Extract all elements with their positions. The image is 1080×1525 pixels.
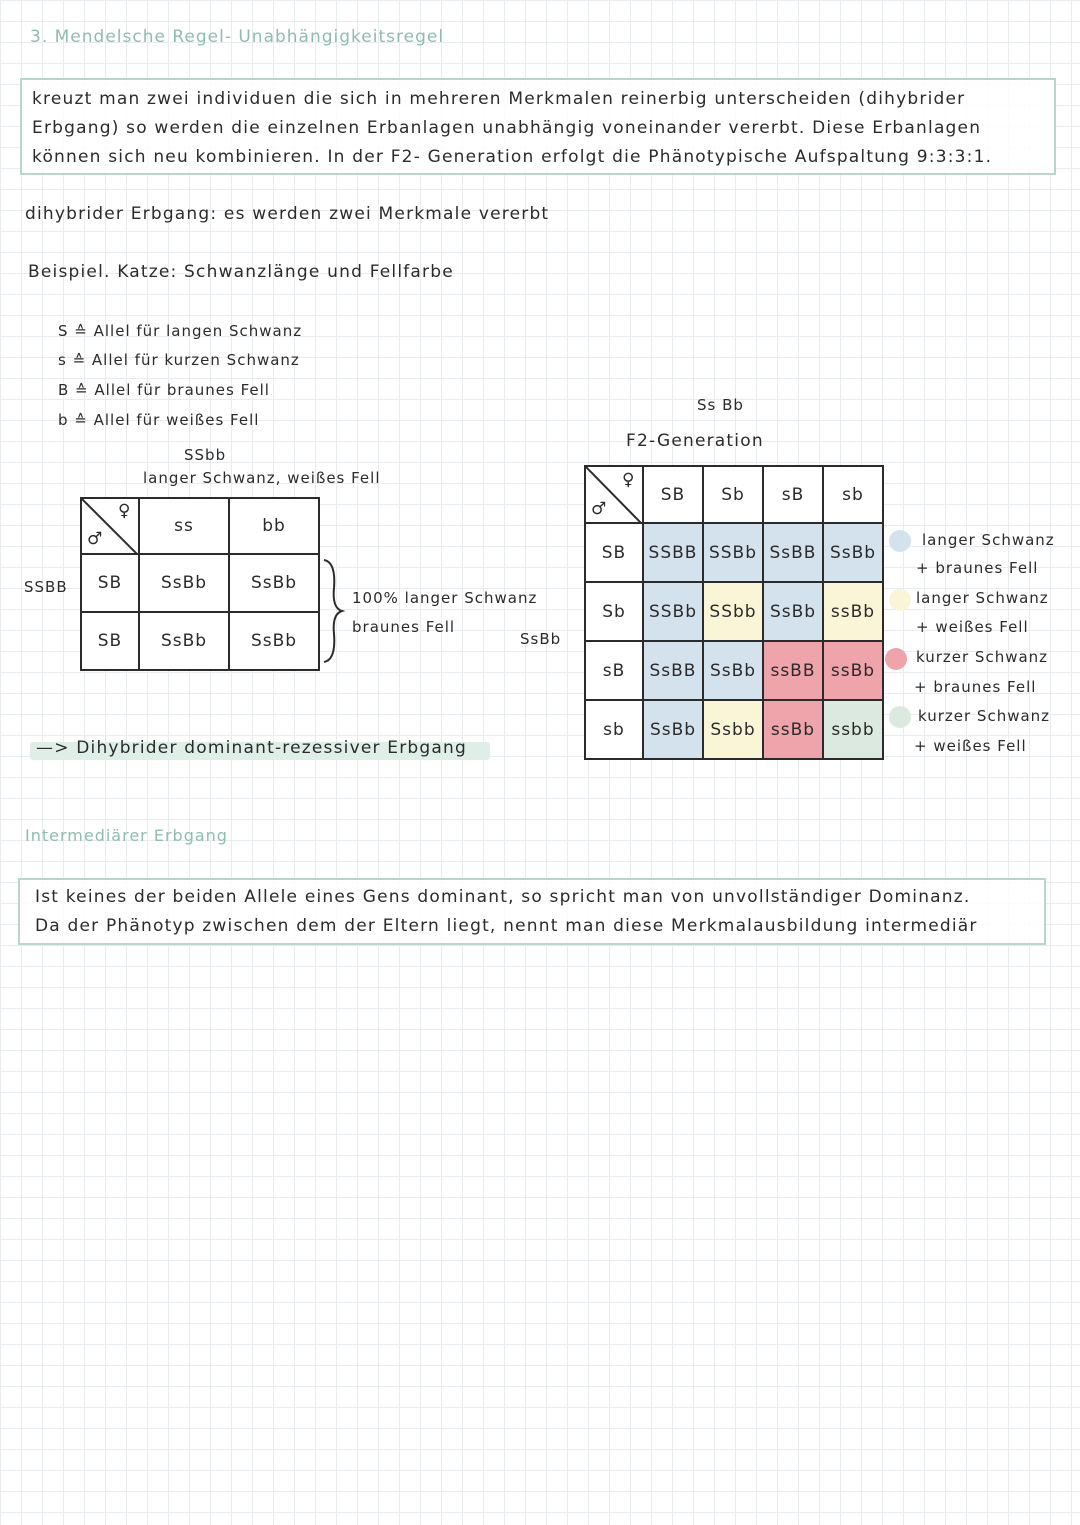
example-heading: Beispiel. Katze: Schwanzlänge und Fellfarbe	[28, 262, 454, 282]
f2-corner-cell	[585, 466, 643, 523]
legend-4-line-1: kurzer Schwanz	[918, 707, 1051, 725]
legend-4-line-2: + weißes Fell	[914, 737, 1027, 755]
f2-cell: SSBB	[643, 523, 703, 582]
legend-3-line-2: + braunes Fell	[914, 678, 1037, 696]
curly-brace-icon	[320, 558, 346, 664]
legend-2-line-2: + weißes Fell	[916, 618, 1029, 636]
f2-cell: ssBb	[763, 700, 823, 759]
f2-cell: SSBb	[643, 582, 703, 641]
f2-cell: SSbb	[703, 582, 763, 641]
f1-parent-left: SSBB	[24, 578, 68, 596]
f2-cell: ssBb	[823, 641, 883, 700]
male-symbol-icon: ♂	[87, 529, 104, 549]
rule-box	[20, 78, 1056, 175]
f2-cell: SsBb	[823, 523, 883, 582]
legend-dot-blue	[889, 530, 911, 552]
f2-col-header: Sb	[703, 466, 763, 523]
f1-punnett-square	[80, 497, 320, 671]
allele-2: s ≙ Allel für kurzen Schwanz	[58, 351, 300, 369]
legend-1-line-2: + braunes Fell	[916, 559, 1039, 577]
f2-cell: SsBb	[703, 641, 763, 700]
f2-row-header: SB	[585, 523, 643, 582]
male-symbol-icon: ♂	[591, 499, 608, 519]
f2-cell: ssBB	[763, 641, 823, 700]
f1-cell: SsBb	[229, 612, 319, 670]
f2-cell: SsBB	[763, 523, 823, 582]
legend-dot-yellow	[889, 589, 911, 611]
f1-result-line-2: braunes Fell	[352, 618, 456, 636]
f2-cell: SsBB	[643, 641, 703, 700]
dihybrid-definition: dihybrider Erbgang: es werden zwei Merkmale vererbt	[25, 204, 550, 224]
legend-2-line-1: langer Schwanz	[916, 589, 1049, 607]
f1-col-header: bb	[229, 498, 319, 554]
allele-1: S ≙ Allel für langen Schwanz	[58, 322, 303, 340]
rule-line-2: Erbgang) so werden die einzelnen Erbanlagen unabhängig voneinander vererbt. Diese Erbanlagen	[32, 118, 982, 138]
f1-cell: SsBb	[229, 554, 319, 612]
f1-offspring-label: SsBb	[520, 630, 562, 648]
f2-cell: Ssbb	[703, 700, 763, 759]
intermediate-box	[18, 878, 1046, 945]
f2-cell: SSBb	[703, 523, 763, 582]
page-title: 3. Mendelsche Regel- Unabhängigkeitsregel	[30, 27, 445, 47]
f1-cell: SsBb	[139, 612, 229, 670]
f1-result-line-1: 100% langer Schwanz	[352, 589, 538, 607]
intermediate-title: Intermediärer Erbgang	[25, 826, 228, 845]
f1-row-header: SB	[81, 612, 139, 670]
f1-corner-cell	[81, 498, 139, 554]
f1-parent-top-phenotype: langer Schwanz, weißes Fell	[143, 469, 381, 487]
f2-cell: ssbb	[823, 700, 883, 759]
f2-cell: ssBb	[823, 582, 883, 641]
f1-cell: SsBb	[139, 554, 229, 612]
legend-dot-green	[889, 706, 911, 728]
f2-row-header: sB	[585, 641, 643, 700]
f2-generation-label: F2-Generation	[626, 431, 764, 451]
rule-line-1: kreuzt man zwei individuen die sich in mehreren Merkmalen reinerbig unterscheiden (dihybrider	[32, 89, 966, 109]
allele-4: b ≙ Allel für weißes Fell	[58, 411, 260, 429]
rule-line-3: können sich neu kombinieren. In der F2- Generation erfolgt die Phänotypische Aufspaltung 9:3:3:1.	[32, 147, 993, 167]
intermediate-line-1: Ist keines der beiden Allele eines Gens dominant, so spricht man von unvollständiger Dominanz.	[35, 887, 971, 907]
f2-punnett-square	[584, 465, 884, 760]
f2-cell: SsBb	[643, 700, 703, 759]
f1-col-header: ss	[139, 498, 229, 554]
f1-row-header: SB	[81, 554, 139, 612]
f2-col-header: sb	[823, 466, 883, 523]
f2-parent-genotype: Ss Bb	[697, 396, 744, 414]
intermediate-line-2: Da der Phänotyp zwischen dem der Eltern liegt, nennt man diese Merkmalausbildung intermediär	[35, 916, 978, 936]
legend-1-line-1: langer Schwanz	[922, 531, 1055, 549]
conclusion: —> Dihybrider dominant-rezessiver Erbgang	[36, 738, 467, 758]
f2-col-header: SB	[643, 466, 703, 523]
female-symbol-icon: ♀	[622, 470, 636, 490]
f2-row-header: sb	[585, 700, 643, 759]
f1-parent-top-genotype: SSbb	[184, 446, 227, 464]
female-symbol-icon: ♀	[118, 501, 132, 521]
legend-3-line-1: kurzer Schwanz	[916, 648, 1049, 666]
allele-3: B ≙ Allel für braunes Fell	[58, 381, 270, 399]
f2-cell: SsBb	[763, 582, 823, 641]
f2-row-header: Sb	[585, 582, 643, 641]
legend-dot-red	[885, 648, 907, 670]
f2-col-header: sB	[763, 466, 823, 523]
